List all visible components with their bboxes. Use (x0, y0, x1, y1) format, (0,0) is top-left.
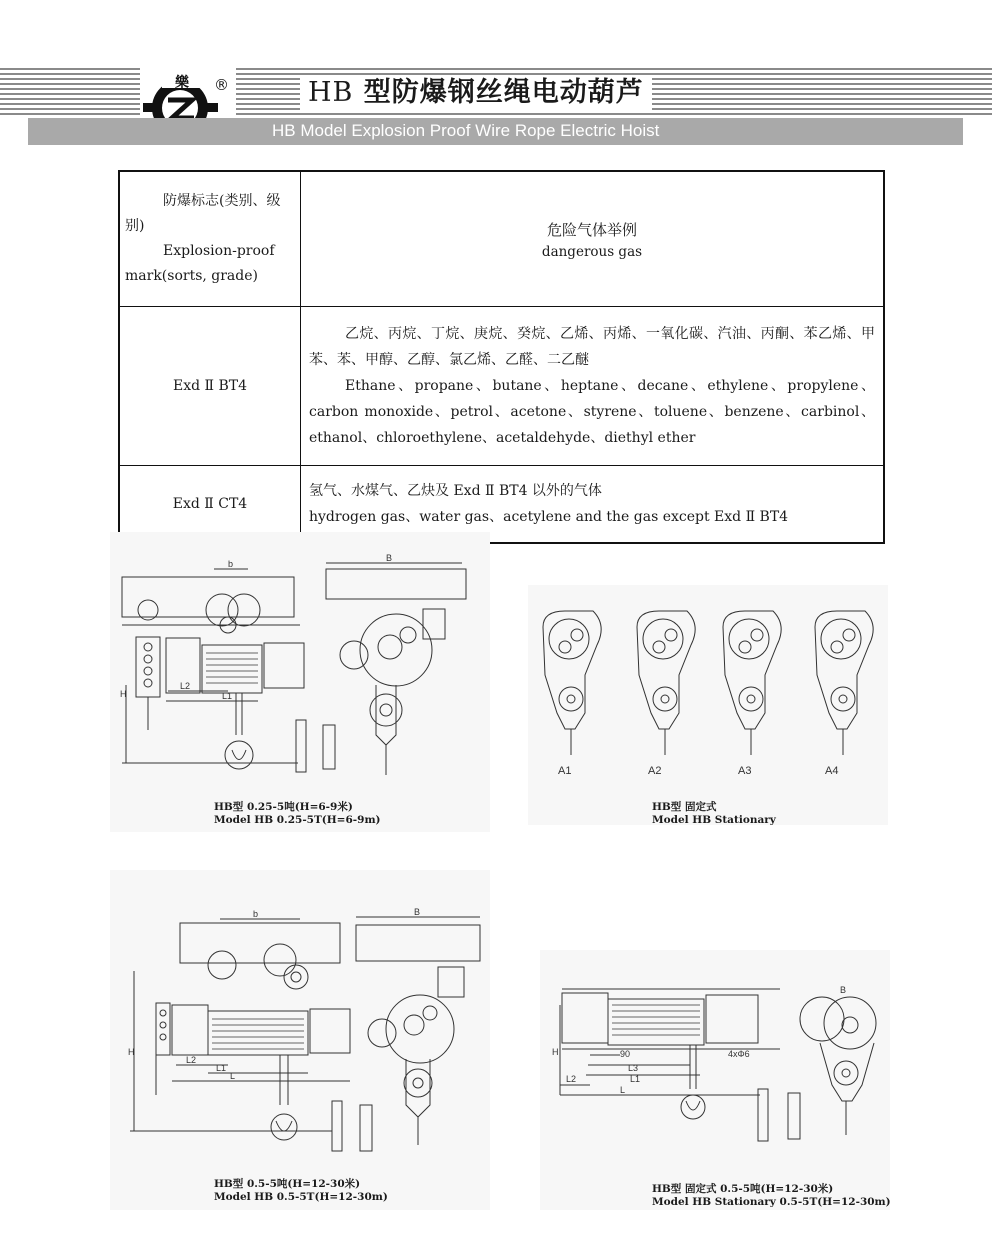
caption-en: Model HB Stationary (652, 814, 776, 826)
dim-label-L: L (230, 1071, 236, 1081)
hoist-drawing-long-lift (120, 905, 490, 1155)
registered-mark: ® (214, 76, 229, 94)
mark-header-en: Explosion-proof mark(sorts, grade) (125, 243, 275, 284)
svg-text:樂: 樂 (175, 75, 189, 91)
dim-label-L2: L2 (566, 1074, 577, 1084)
caption-en: Model HB 0.5-5T(H=12-30m) (214, 1191, 388, 1203)
dim-label-L: L (620, 1085, 626, 1095)
gas-list-cn: 乙烷、丙烷、丁烷、庚烷、癸烷、乙烯、丙烯、一氧化碳、汽油、丙酮、苯乙烯、甲苯、苯、甲醇、乙醇、氯乙烯、乙醛、二乙醚 (309, 326, 875, 368)
dim-label-b: b (253, 909, 259, 919)
page-title-cn (300, 76, 652, 110)
dim-label-L2: L2 (186, 1055, 197, 1065)
mark-cell: Exd Ⅱ BT4 (119, 307, 301, 466)
mark-cell: Exd Ⅱ CT4 (119, 466, 301, 544)
variant-label-a1: A1 (558, 765, 572, 777)
dim-label-L3: L3 (628, 1063, 639, 1073)
dim-label-B: B (386, 553, 393, 563)
stationary-variants-drawing (535, 605, 880, 770)
gas-header-cell (301, 171, 885, 307)
drawing-caption (214, 801, 381, 827)
drawing-caption (652, 1183, 891, 1209)
dim-label-L1: L1 (216, 1063, 227, 1073)
gas-header-cn: 危险气体举例 (546, 220, 637, 239)
dim-label-L1: L1 (222, 691, 233, 701)
caption-en: Model HB Stationary 0.5-5T(H=12-30m) (652, 1196, 891, 1208)
gas-header-en: dangerous gas (541, 243, 643, 260)
caption-cn: HB型 0.25-5吨(H=6-9米) (214, 801, 353, 813)
page-title-en: HB Model Explosion Proof Wire Rope Electric Hoist (272, 121, 660, 140)
stationary-long-lift-drawing (550, 985, 890, 1155)
gas-list-en: hydrogen gas、water gas、acetylene and the gas except Exd Ⅱ BT4 (309, 509, 789, 525)
table-header-row (119, 171, 884, 307)
mark-header-cn: 防爆标志(类别、级别) (125, 193, 281, 234)
title-prefix: HB (308, 77, 354, 108)
dim-label-B: B (414, 907, 421, 917)
dim-label-H: H (120, 689, 127, 699)
caption-cn: HB型 0.5-5吨(H=12-30米) (214, 1178, 361, 1190)
dim-label-L2: L2 (180, 681, 191, 691)
variant-label-a4: A4 (825, 765, 839, 777)
hoist-drawing-standard (118, 555, 478, 785)
caption-en: Model HB 0.25-5T(H=6-9m) (214, 814, 381, 826)
header-stripes-left (0, 68, 140, 118)
dim-label-holes: 4xΦ6 (728, 1049, 750, 1059)
title-cn-text: 型防爆钢丝绳电动葫芦 (363, 77, 644, 108)
dim-label-90: 90 (620, 1049, 631, 1059)
subtitle-bar (28, 118, 963, 145)
dim-label-B: B (840, 985, 847, 995)
gas-list-cn: 氢气、水煤气、乙炔及 Exd Ⅱ BT4 以外的气体 (309, 483, 602, 499)
drawing-caption (652, 801, 776, 827)
mark-header-cell (119, 171, 301, 307)
gas-list-en: Ethane、propane、butane、heptane、decane、ethylene、propylene、carbon monoxide、petrol、acetone、styrene、toluene、benzene、carbinol、ethanol、chloroethylene、acetaldehyde、diethyl ether (309, 378, 875, 446)
variant-label-a3: A3 (738, 765, 752, 777)
dim-label-H: H (552, 1047, 559, 1057)
explosion-proof-table (118, 170, 885, 544)
variant-label-a2: A2 (648, 765, 662, 777)
dim-label-L1: L1 (630, 1074, 641, 1084)
dim-label-H: H (128, 1047, 135, 1057)
caption-cn: HB型 固定式 (652, 801, 717, 813)
caption-cn: HB型 固定式 0.5-5吨(H=12-30米) (652, 1183, 834, 1195)
gas-cell (301, 307, 885, 466)
dim-label-b: b (228, 559, 234, 569)
table-row (119, 307, 884, 466)
drawing-caption (214, 1178, 388, 1204)
